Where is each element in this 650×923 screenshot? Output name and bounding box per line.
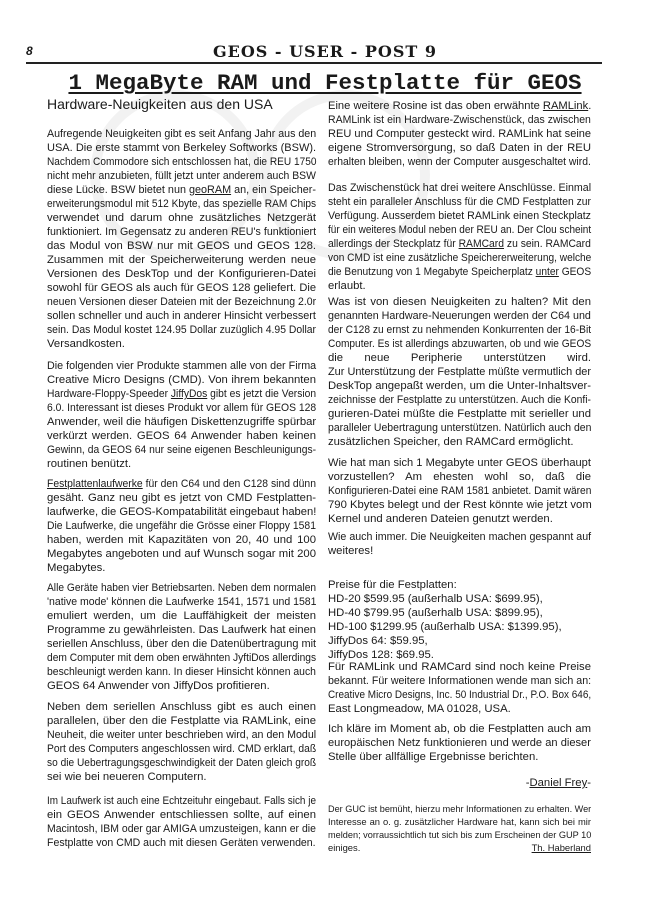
text-line: melden; vorraussichtlich tut sich bis zum Erscheinen der GUP 10	[328, 829, 592, 840]
text-line	[328, 237, 591, 251]
price-list	[328, 578, 591, 662]
text-line: Alle Geräte haben vier Betriebsarten. Neben dem normalen	[47, 582, 317, 594]
text-line: USA. Die erste stammt von Berkeley Softworks (BSW).	[47, 142, 317, 154]
text-line: paralleler Uebertragung unterstützen. Natürlich auch den	[328, 422, 592, 434]
underlined-term: RAMCard	[458, 238, 505, 250]
text-line: beschleunigt werden kann. In dieser Hinsicht können auch	[47, 666, 316, 678]
text-line: haben, werden mit Kapazitäten von 20, 40 und 100	[47, 534, 316, 546]
paragraph	[328, 722, 591, 764]
text-line: Megabytes angeboten und auf Wunsch sogar mit 200	[47, 548, 316, 560]
text-segment: an, ein Speicher-	[231, 184, 316, 196]
right-column	[328, 99, 591, 889]
text-line: Wie auch immer. Die Neuigkeiten machen gespannt auf	[328, 531, 592, 543]
text-line: DeskTop angepaßt werden, um die Unter-Inhaltsver-	[328, 380, 591, 392]
text-line: funktioniert. Im Gegensatz zu anderen REU's funktioniert	[47, 226, 317, 238]
text-line: sein. Das Modul kostet 124.95 Dollar zuzüglich 4.95 Dollar	[47, 324, 316, 336]
text-line: Die Laufwerke, die ungefähr die Grösse einer Floppy 1581	[47, 520, 316, 532]
underlined-term: JiffyDos	[170, 388, 208, 400]
text-line: Preise für die Festplatten:	[328, 579, 457, 591]
text-segment: die Benutzung von 1 Megabyte Speicherplatz	[328, 266, 536, 278]
signature-dash: -	[525, 777, 530, 789]
text-line: Versandkosten.	[47, 338, 125, 350]
text-line: Programme zu gewährleisten. Das Laufwerk hat einen	[47, 624, 317, 636]
text-line: laufwerke, die GEOS-Kompatabilität eingebaut haben!	[47, 506, 317, 518]
text-line: GEOS 64 Anwender von JiffyDos profitieren.	[47, 680, 270, 692]
underlined-term: unter	[535, 266, 559, 278]
text-line: Anwender, weil die häufigen Diskettenzugriffe spürbar	[47, 416, 317, 428]
text-line: Megabytes.	[47, 562, 106, 574]
editor-note-signature	[328, 841, 591, 854]
underlined-term: RAMLink	[542, 100, 589, 112]
article-title: 1 MegaByte RAM und Festplatte für GEOS	[68, 70, 582, 96]
text-line: erhalten bleiben, wenn der Computer ausgeschaltet wird.	[328, 156, 591, 168]
text-line: 6.0. Interessant ist dieses Produkt vor allem für GEOS 128	[47, 402, 317, 414]
text-line: verwendet und darum ohne zusätzliches Netzgerät	[47, 212, 316, 224]
article-subtitle: Hardware-Neuigkeiten aus den USA	[47, 96, 273, 112]
author-name: Daniel Frey	[529, 777, 588, 789]
text-line: Nachdem Commodore sich entschlossen hat, die REU 1750	[47, 156, 317, 168]
text-segment: diese Lücke. BSW bietet nun	[47, 184, 190, 196]
text-segment: allerdings der Steckplatz für	[328, 238, 459, 250]
paragraph	[47, 581, 316, 693]
text-line: Creative Micro Designs, Inc. 50 Industrial Dr., P.O. Box 646,	[328, 689, 592, 701]
text-line: Computer. Es ist allerdings abzuwarten, ob und wie GEOS	[328, 338, 592, 350]
text-line: Ich kläre im Moment ab, ob die Festplatten auch am	[328, 723, 591, 735]
text-line: REU und Computer gesteckt wird. RAMLink hat seine	[328, 128, 592, 140]
text-line: so die Uebertragungsgeschwindigkeit der Daten gleich groß	[47, 757, 317, 769]
text-line: erweiterungsmodul mit 512 Kbyte, das spezielle RAM Chips	[47, 198, 317, 210]
text-line: ein GEOS Anwender entschliessen sollte, auf einen	[47, 809, 316, 821]
text-line: verkürzt werden. GEOS 64 Anwender haben keinen	[47, 430, 316, 442]
text-line: neuen Versionen dieser Dateien mit der Bezeichnung 2.0r	[47, 296, 317, 308]
text-line: 'native mode' können die Laufwerke 1541, 1571 und 1581	[47, 596, 317, 608]
text-line: Der GUC ist bemüht, hierzu mehr Informationen zu erhalten. Wer	[328, 803, 592, 814]
text-line: parallelen, über den die Festplatte via RAMLink, eine	[47, 715, 316, 727]
text-line: Zusammen mit der Speicherweiterung werden neue	[47, 254, 316, 266]
text-line: Festplatte von CMD auch mit diesen Geräten verwenden.	[47, 837, 316, 849]
text-line: Stelle über allfällige Ergebnisse berichten.	[328, 751, 539, 763]
text-line: Neben dem seriellen Anschluss gibt es auch einen	[47, 701, 316, 713]
paragraph	[47, 127, 316, 351]
text-line: 790 Kbytes belegt und der Rest könnte wie jetzt vom	[328, 499, 592, 511]
paragraph	[328, 456, 591, 526]
text-segment: für den C64 und den C128 sind dünn	[142, 478, 316, 490]
text-line: gesäht. Ganz neu gibt es jetzt von CMD Festplatten-	[47, 492, 316, 504]
text-line: Konfigurieren-Datei eine RAM 1581 anbietet. Damit wären	[328, 485, 592, 497]
paragraph	[47, 477, 316, 575]
text-line: Versionen des DeskTop und der Konfigurieren-Datei	[47, 268, 316, 280]
underlined-term: Festplattenlaufwerke	[47, 478, 143, 490]
paragraph	[328, 660, 591, 716]
text-line: Port des Computers angeschlossen wird. CMD erklart, daß	[47, 743, 317, 755]
text-line: Interesse an o. g. zusätzlicher Hardware hat, kann sich bei mir	[328, 816, 591, 827]
text-line: Aufregende Neuigkeiten gibt es seit Anfang Jahr aus den	[47, 128, 317, 140]
text-line: einiges.	[328, 842, 361, 853]
text-line: eigene Stromversorgung, so daß Daten in der REU	[328, 142, 591, 154]
text-line: Macintosh, IBM oder gar AMIGA umzusteigen, kann er die	[47, 823, 316, 835]
text-line: Im Laufwerk ist auch eine Echtzeituhr eingebaut. Falls sich je	[47, 795, 316, 807]
text-line: Für RAMLink und RAMCard sind noch keine Preise	[328, 661, 591, 673]
text-segment: zu sein. RAMCard	[504, 238, 591, 250]
text-line: HD-20 $599.95 (außerhalb USA: $699.95),	[328, 593, 543, 605]
text-line: europäischen Netz funktionieren und werde an dieser	[328, 737, 591, 749]
running-header: GEOS - USER - POST 9	[212, 42, 438, 61]
paragraph	[328, 295, 591, 449]
text-line	[47, 183, 316, 197]
text-line: die neue Peripherie unterstützen wird.	[328, 352, 591, 364]
paragraph	[47, 700, 316, 784]
text-line: sei wie bei neueren Computern.	[47, 771, 207, 783]
text-line: Was ist von diesen Neuigkeiten zu halten? Mit den	[328, 296, 591, 308]
left-column	[47, 127, 316, 887]
signature-dash: -	[587, 777, 591, 789]
text-line: der C128 zu ernst zu nehmenden Konkurrenten der 16-Bit	[328, 324, 592, 336]
text-line: Neuheit, die weiter unter beschrieben wird, an den Modul	[47, 729, 317, 741]
text-line: das Modul von BSW nur mit GEOS und GEOS 128.	[47, 240, 316, 252]
text-line: bekannt. Für weitere Informationen wende man sich an:	[328, 675, 592, 687]
text-line	[328, 265, 591, 279]
text-line: emuliert werden, um die Lauffähigkeit der meisten	[47, 610, 316, 622]
text-line: von CMD ist eine zusätzliche Speichererweiterung, welche	[328, 252, 592, 264]
text-segment: Eine weitere Rosine ist das oben erwähnte	[328, 100, 543, 112]
underlined-term: geoRAM	[189, 184, 232, 196]
paragraph	[328, 181, 591, 293]
text-line: sollen schneller und auch in anderer Hinsicht verbessert	[47, 310, 316, 322]
page-number: 8	[26, 44, 33, 58]
paragraph	[328, 530, 591, 558]
text-line: HD-40 $799.95 (außerhalb USA: $899.95),	[328, 607, 543, 619]
header-rule	[26, 62, 602, 64]
text-line	[328, 99, 591, 113]
text-line: RAMLink ist ein Hardware-Zwischenstück, das zwischen	[328, 114, 591, 126]
author-signature	[328, 776, 591, 790]
text-line: East Longmeadow, MA 01028, USA.	[328, 703, 511, 715]
text-line: Gewinn, da GEOS 64 nur seine eigenen Beschleunigungs-	[47, 444, 317, 456]
text-line: JiffyDos 128: $69.95.	[328, 649, 434, 661]
text-line: seriellen Anschluss, über den die Datenübertragung mit	[47, 638, 317, 650]
text-line: Kernel und anderen Dateien genutzt werden.	[328, 513, 553, 525]
text-segment: gibt es jetzt die Version	[207, 388, 317, 400]
text-line: nicht mehr anzubieten, füllt jetzt unter anderem auch BSW	[47, 170, 316, 182]
text-line: erlaubt.	[328, 280, 366, 292]
text-segment: GEOS	[558, 266, 592, 278]
text-line: zusätzlichen Speicher, den RAMCard ermöglicht.	[328, 436, 574, 448]
text-line: Verfügung. Ausserdem bietet RAMLink einen Steckplatz	[328, 210, 591, 222]
text-segment: Hardware-Floppy-Speeder	[47, 388, 171, 400]
text-line: Wie hat man sich 1 Megabyte unter GEOS überhaupt	[328, 457, 591, 469]
text-line: Das Zwischenstück hat drei weitere Anschlüsse. Einmal	[328, 182, 592, 194]
text-line	[47, 477, 316, 491]
text-line: sowohl für GEOS als auch für GEOS 128 geliefert. Die	[47, 282, 317, 294]
text-line: genannten Hardware-Neuerungen werden der C64 und	[328, 310, 591, 322]
paragraph	[47, 794, 316, 850]
text-line: JiffyDos 64: $59.95,	[328, 635, 428, 647]
text-line: HD-100 $1299.95 (außerhalb USA: $1399.95),	[328, 621, 562, 633]
text-line: zeichnisse der Festplatte zu unterstützen. Auch die Konfi-	[328, 394, 591, 406]
paragraph	[47, 359, 316, 471]
paragraph	[328, 99, 591, 169]
text-line: gurieren-Datei müßte die Festplatte mit serieller und	[328, 408, 591, 420]
text-line: dem Computer mit dem oben erwähnten JyftiDos allerdings	[47, 652, 317, 664]
text-line: Die folgenden vier Produkte stammen alle von der Firma	[47, 360, 317, 372]
text-line: weiteres!	[328, 545, 374, 557]
signature-line	[328, 776, 591, 790]
text-segment: .	[588, 100, 592, 112]
editor-signature: Th. Haberland	[531, 842, 591, 853]
text-line: steht ein paralleler Anschluss für die CMD Festplatten zur	[328, 196, 591, 208]
text-line: Creative Micro Designs (CMD). Von ihrem bekannten	[47, 374, 316, 386]
text-line: routinen benützt.	[47, 458, 132, 470]
text-line: Zur Unterstützung der Festplatte müßte vermutlich der	[328, 366, 592, 378]
text-line	[47, 387, 316, 401]
text-line: vorzustellen? Am ehesten wohl so, daß die	[328, 471, 591, 483]
text-line: für ein weiteres Modul neben der REU an. Der Clou scheint	[328, 224, 592, 236]
